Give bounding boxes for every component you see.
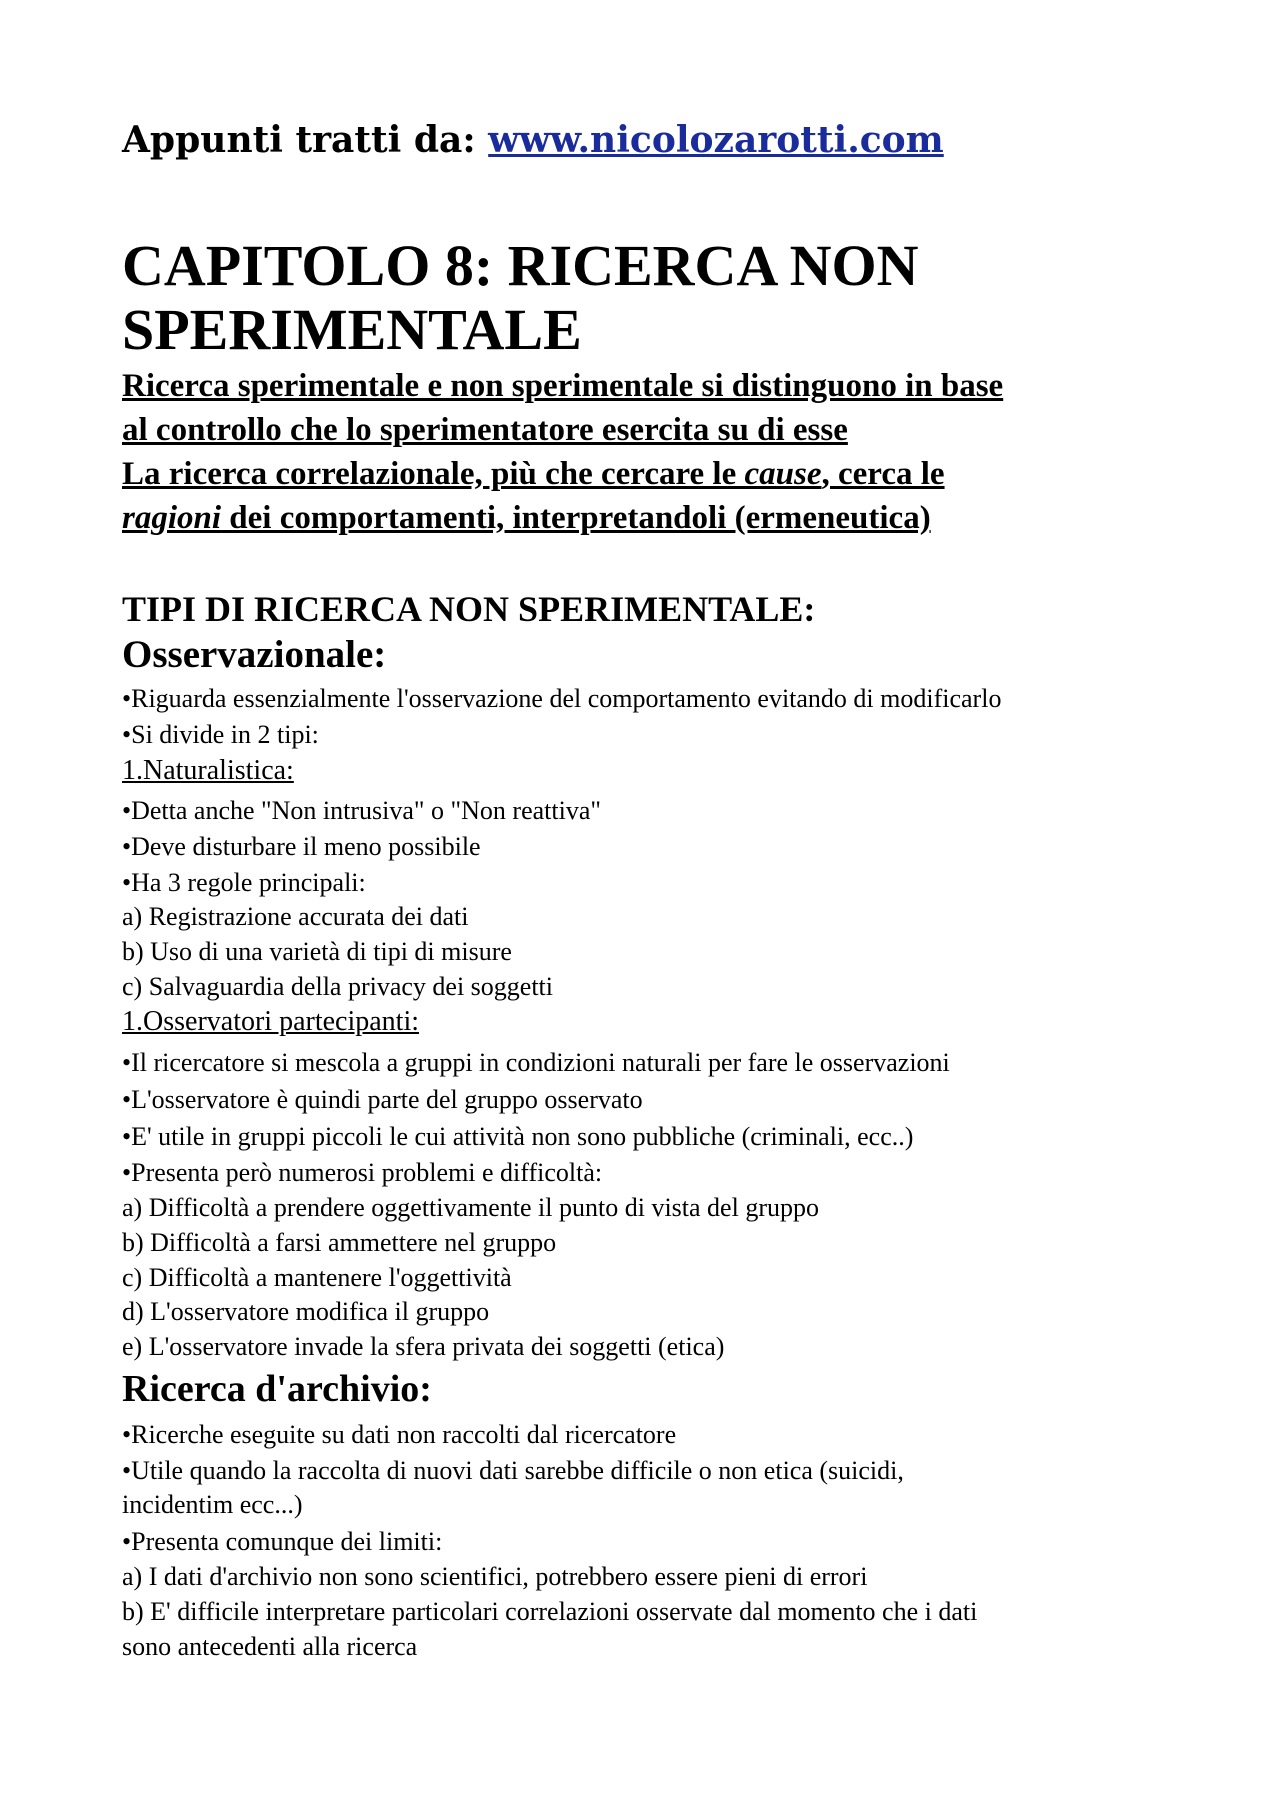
list-item: •Il ricercatore si mescola a gruppi in condizioni naturali per fare le osservazioni [122, 1048, 950, 1077]
list-item: •L'osservatore è quindi parte del gruppo osservato [122, 1085, 643, 1114]
list-item: •Detta anche "Non intrusiva" o "Non reattiva" [122, 796, 601, 825]
types-heading: TIPI DI RICERCA NON SPERIMENTALE: [122, 589, 816, 629]
list-item: •Utile quando la raccolta di nuovi dati sarebbe difficile o non etica (suicidi, [122, 1456, 904, 1485]
participants-heading: 1.Osservatori partecipanti: [122, 1006, 420, 1037]
intro-text: dei comportamenti, interpretandoli (ermeneutica) [221, 500, 931, 536]
list-item: c) Salvaguardia della privacy dei soggetti [122, 972, 554, 1001]
observational-heading: Osservazionale: [122, 633, 387, 676]
source-line [122, 118, 944, 162]
list-item: •Riguarda essenzialmente l'osservazione del comportamento evitando di modificarlo [122, 684, 1002, 713]
list-item: b) E' difficile interpretare particolari correlazioni osservate dal momento che i dati [122, 1597, 978, 1626]
archive-heading: Ricerca d'archivio: [122, 1368, 432, 1410]
naturalistic-heading: 1.Naturalistica: [122, 755, 294, 786]
intro-line-2: al controllo che lo sperimentatore esercita su di esse [122, 412, 848, 448]
intro-line-1: Ricerca sperimentale e non sperimentale si distinguono in base [122, 368, 1004, 404]
list-item: •Presenta comunque dei limiti: [122, 1527, 443, 1556]
intro-line-3 [122, 452, 945, 496]
list-item: •E' utile in gruppi piccoli le cui attività non sono pubbliche (criminali, ecc..) [122, 1122, 914, 1151]
chapter-title-line-1: CAPITOLO 8: RICERCA NON [122, 233, 919, 298]
list-item: •Si divide in 2 tipi: [122, 720, 319, 749]
list-item: a) Registrazione accurata dei dati [122, 902, 469, 931]
list-item: e) L'osservatore invade la sfera privata dei soggetti (etica) [122, 1332, 725, 1361]
list-item: b) Uso di una varietà di tipi di misure [122, 937, 512, 966]
list-item: incidentim ecc...) [122, 1490, 303, 1519]
list-item: sono antecedenti alla ricerca [122, 1632, 418, 1661]
list-item: •Ricerche eseguite su dati non raccolti dal ricercatore [122, 1420, 677, 1449]
list-item: b) Difficoltà a farsi ammettere nel gruppo [122, 1228, 557, 1257]
intro-line-4 [122, 496, 931, 540]
list-item: •Deve disturbare il meno possibile [122, 832, 481, 861]
chapter-title-line-2: SPERIMENTALE [122, 297, 582, 362]
list-item: d) L'osservatore modifica il gruppo [122, 1297, 490, 1326]
source-link[interactable]: www.nicolozarotti.com [488, 119, 944, 161]
list-item: c) Difficoltà a mantenere l'oggettività [122, 1263, 512, 1292]
source-prefix: Appunti tratti da: [122, 119, 489, 161]
list-item: •Presenta però numerosi problemi e difficoltà: [122, 1158, 603, 1187]
list-item: a) Difficoltà a prendere oggettivamente il punto di vista del gruppo [122, 1193, 819, 1222]
list-item: •Ha 3 regole principali: [122, 868, 366, 897]
intro-text: , cerca le [821, 456, 945, 492]
list-item: a) I dati d'archivio non sono scientifici, potrebbero essere pieni di errori [122, 1562, 868, 1591]
intro-emphasis-ragioni: ragioni [122, 500, 222, 536]
intro-text: La ricerca correlazionale, più che cercare le [122, 456, 745, 492]
intro-emphasis-cause: cause [744, 456, 822, 492]
